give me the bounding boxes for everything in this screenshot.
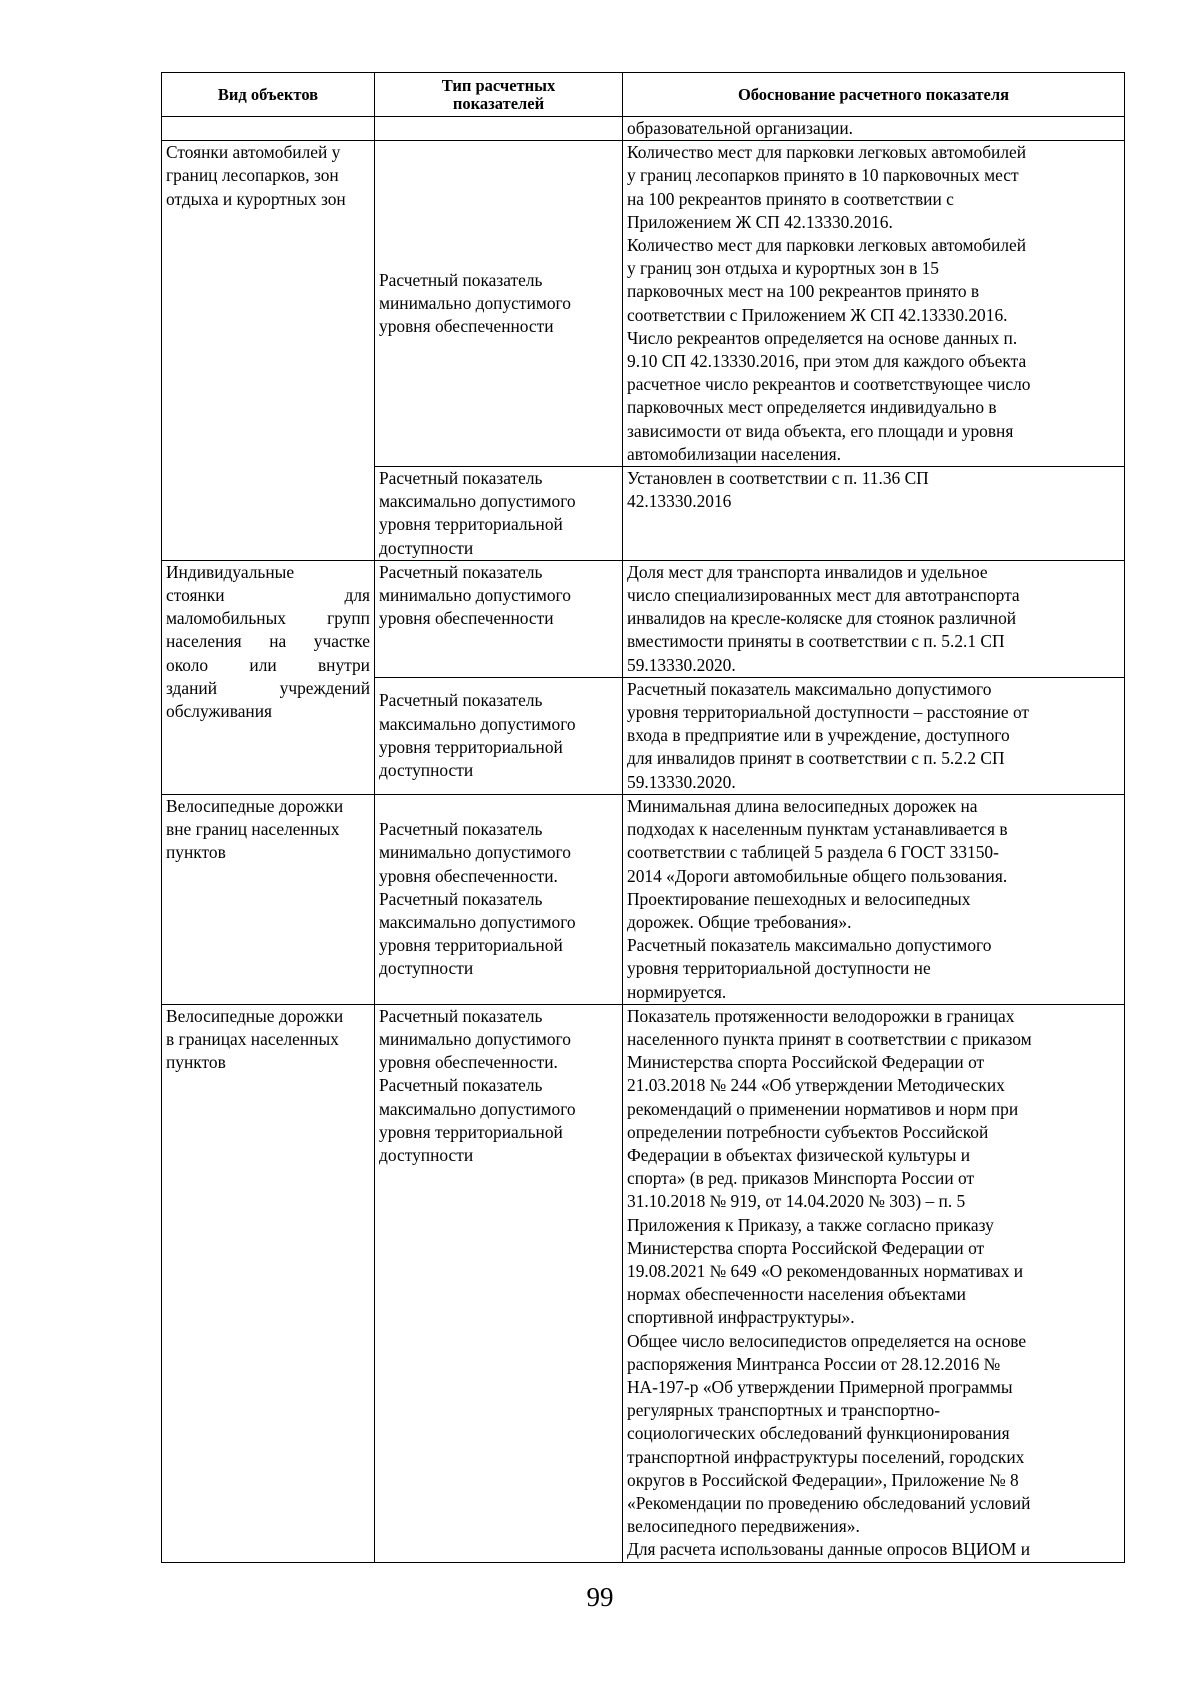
indicator-type-cell: Расчетный показатель минимально допустимого уровня обеспеченности: [375, 560, 623, 677]
table-row: [162, 560, 1125, 677]
basis-cell: Количество мест для парковки легковых автомобилей у границ лесопарков принято в 10 парковочных мест на 100 рекреантов принято в соответствии с Приложением Ж СП 42.13330.2016. Количество мест для парковки легковых автомобилей у границ зон отдыха и курортных зон в 15 парковочных мест на 100 рекреантов принято в соответствии с Приложением Ж СП 42.13330.2016. Число рекреантов определяется на основе данных п. 9.10 СП 42.13330.2016, при этом для каждого объекта расчетное число рекреантов и соответствующее число парковочных мест определяется индивидуально в зависимости от вида объекта, его площади и уровня автомобилизации населения.: [623, 141, 1125, 467]
table-row: [162, 794, 1125, 1004]
basis-cell: Доля мест для транспорта инвалидов и удельное число специализированных мест для автотранспорта инвалидов на кресле-коляске для стоянок различной вместимости приняты в соответствии с п. 5.2.1 СП 59.13330.2020.: [623, 560, 1125, 677]
basis-cell: Минимальная длина велосипедных дорожек на подходах к населенным пунктам устанавливается в соответствии с таблицей 5 раздела 6 ГОСТ 33150- 2014 «Дороги автомобильные общего пользования. Проектирование пешеходных и велосипедных дорожек. Общие требования». Расчетный показатель максимально допустимого уровня территориальной доступности не нормируется.: [623, 794, 1125, 1004]
basis-cell: Показатель протяженности велодорожки в границах населенного пункта принят в соответствии с приказом Министерства спорта Российской Федерации от 21.03.2018 № 244 «Об утверждении Методических рекомендаций о применении нормативов и норм при определении потребности субъектов Российской Федерации в объектах физической культуры и спорта» (в ред. приказов Минспорта России от 31.10.2018 № 919, от 14.04.2020 № 303) – п. 5 Приложения к Приказу, а также согласно приказу Министерства спорта Российской Федерации от 19.08.2021 № 649 «О рекомендованных нормативах и нормах обеспеченности населения объектами спортивной инфраструктуры». Общее число велосипедистов определяется на основе распоряжения Минтранса России от 28.12.2016 № НА-197-р «Об утверждении Примерной программы регулярных транспортных и транспортно- социологических обследований функционирования транспортной инфраструктуры поселений, городских округов в Российской Федерации», Приложение № 8 «Рекомендации по проведению обследований условий велосипедного передвижения». Для расчета использованы данные опросов ВЦИОМ и: [623, 1004, 1125, 1562]
header-indicator-type: Тип расчетных показателей: [375, 73, 623, 117]
table-row: [162, 1004, 1125, 1562]
header-object-type: Вид объектов: [162, 73, 375, 117]
indicator-type-cell: Расчетный показатель минимально допустимого уровня обеспеченности. Расчетный показатель максимально допустимого уровня территориальной доступности: [375, 1004, 623, 1562]
object-cell: Индивидуальные стоянки для маломобильных групп населения на участке около или внутри зданий учреждений обслуживания: [162, 560, 375, 794]
basis-cell: Расчетный показатель максимально допустимого уровня территориальной доступности – расстояние от входа в предприятие или в учреждение, доступного для инвалидов принят в соответствии с п. 5.2.2 СП 59.13330.2020.: [623, 677, 1125, 794]
object-cell: Стоянки автомобилей у границ лесопарков, зон отдыха и курортных зон: [162, 141, 375, 561]
object-cell: Велосипедные дорожки вне границ населенных пунктов: [162, 794, 375, 1004]
indicator-type-cell: Расчетный показатель максимально допустимого уровня территориальной доступности: [375, 467, 623, 561]
norms-table: [161, 72, 1125, 1563]
header-row: [162, 73, 1125, 117]
object-cell: Велосипедные дорожки в границах населенных пунктов: [162, 1004, 375, 1562]
table-row: [162, 141, 1125, 467]
header-basis: Обоснование расчетного показателя: [623, 73, 1125, 117]
indicator-type-cell: Расчетный показатель минимально допустимого уровня обеспеченности: [375, 141, 623, 467]
table-row: [162, 117, 1125, 141]
page-number: 99: [586, 1582, 614, 1612]
continuation-text: образовательной организации.: [623, 117, 1125, 141]
indicator-type-cell: Расчетный показатель максимально допустимого уровня территориальной доступности: [375, 677, 623, 794]
basis-cell: Установлен в соответствии с п. 11.36 СП 42.13330.2016: [623, 467, 1125, 561]
indicator-type-cell: Расчетный показатель минимально допустимого уровня обеспеченности. Расчетный показатель максимально допустимого уровня территориальной доступности: [375, 794, 623, 1004]
